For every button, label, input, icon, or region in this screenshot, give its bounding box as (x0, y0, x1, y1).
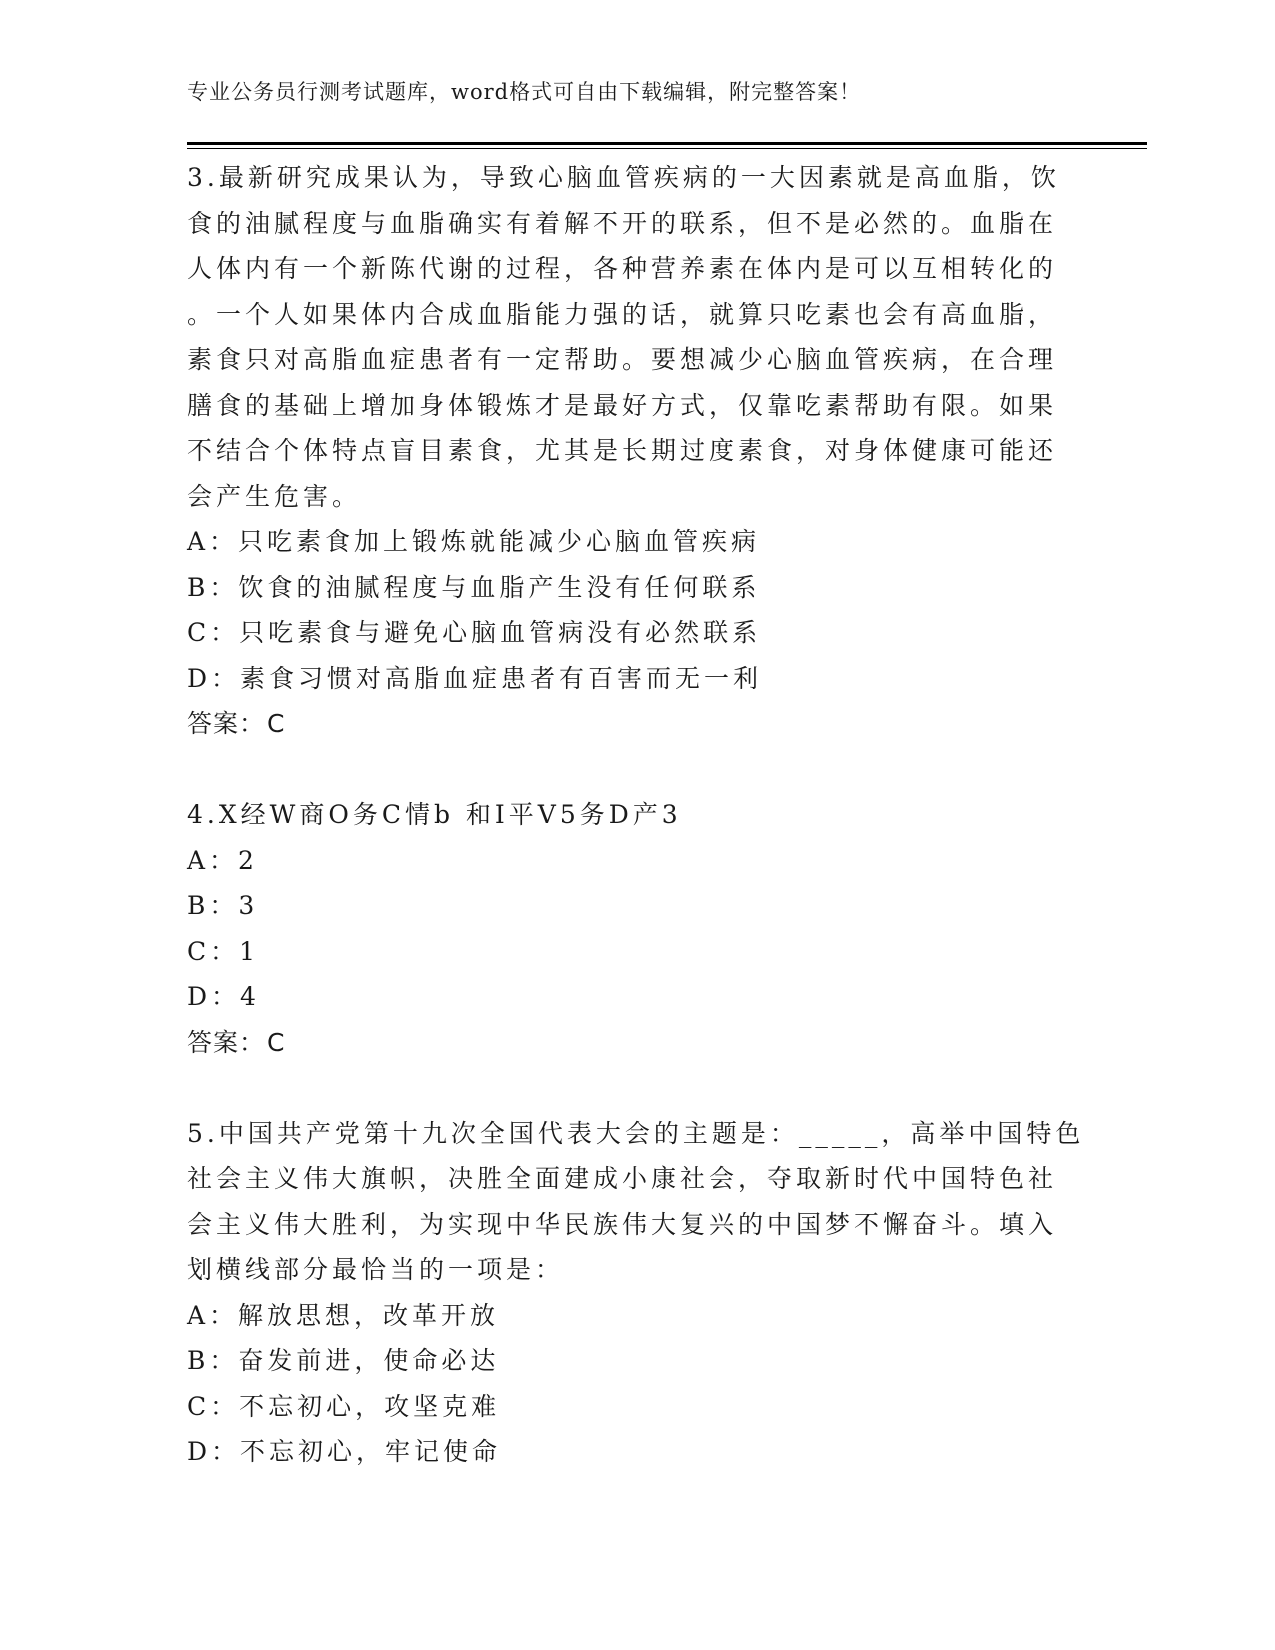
question-text-line: 会产生危害。 (187, 481, 362, 511)
question-text-line: 素食只对高脂血症患者有一定帮助。要想减少心脑血管疾病，在合理 (187, 345, 1058, 374)
question-spacer (187, 1065, 1087, 1111)
question-text-line: 4.X经W商O务C情b 和I平V5务D产3 (187, 800, 682, 829)
header-rule-thick (187, 142, 1147, 145)
question-text-line: 社会主义伟大旗帜，决胜全面建成小康社会，夺取新时代中国特色社 (187, 1164, 1058, 1193)
header-rule-thin (187, 148, 1147, 149)
answer-line (187, 1020, 1087, 1066)
option-b: B：饮食的油腻程度与血脂产生没有任何联系 (187, 572, 761, 602)
question-block (187, 1111, 1087, 1475)
option-d: D：4 (187, 982, 260, 1011)
question-block (187, 792, 1087, 1065)
question-text-line: 3.最新研究成果认为，导致心脑血管疾病的一大因素就是高血脂，饮 (187, 163, 1060, 192)
option-d: D：不忘初心，牢记使命 (187, 1437, 502, 1466)
answer-value: C (267, 709, 286, 738)
answer-label: 答案： (187, 709, 266, 738)
question-text-line: 膳食的基础上增加身体锻炼才是最好方式，仅靠吃素帮助有限。如果 (187, 390, 1058, 420)
answer-label: 答案： (187, 1027, 266, 1057)
question-text-line: 不结合个体特点盲目素食，尤其是长期过度素食，对身体健康可能还 (187, 436, 1058, 465)
option-d: D：素食习惯对高脂血症患者有百害而无一利 (187, 663, 763, 693)
option-c: C：只吃素食与避免心脑血管病没有必然联系 (187, 618, 762, 647)
question-block (187, 155, 1087, 747)
question-text-line: 人体内有一个新陈代谢的过程，各种营养素在体内是可以互相转化的 (187, 254, 1058, 283)
page-header: 专业公务员行测考试题库，word格式可自由下载编辑，附完整答案！ (187, 80, 862, 104)
question-text-line: 划横线部分最恰当的一项是： (187, 1255, 565, 1284)
option-b: B：奋发前进，使命必达 (187, 1346, 500, 1375)
question-text-line: 5.中国共产党第十九次全国代表大会的主题是：_____，高举中国特色 (187, 1118, 1085, 1148)
option-b: B：3 (187, 891, 259, 920)
question-text-line: 。一个人如果体内合成血脂能力强的话，就算只吃素也会有高血脂， (187, 299, 1058, 329)
answer-line (187, 701, 1087, 747)
option-c: C：1 (187, 936, 260, 966)
question-list (187, 155, 1087, 1475)
question-text-line: 会主义伟大胜利，为实现中华民族伟大复兴的中国梦不懈奋斗。填入 (187, 1209, 1058, 1239)
option-a: A：解放思想，改革开放 (187, 1300, 500, 1330)
question-spacer (187, 747, 1087, 793)
answer-value: C (267, 1027, 286, 1057)
option-a: A：只吃素食加上锻炼就能减少心脑血管疾病 (187, 527, 761, 556)
option-c: C：不忘初心，攻坚克难 (187, 1391, 501, 1421)
question-text-line: 食的油腻程度与血脂确实有着解不开的联系，但不是必然的。血脂在 (187, 208, 1058, 238)
option-a: A：2 (187, 845, 258, 875)
